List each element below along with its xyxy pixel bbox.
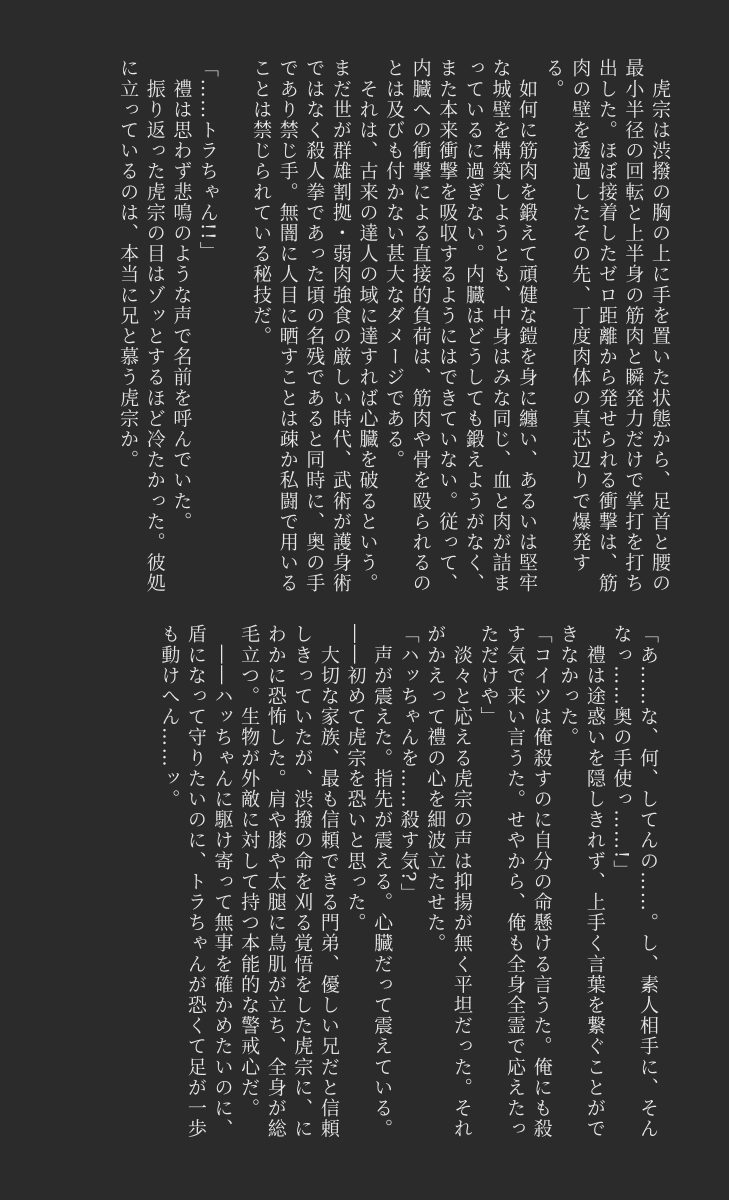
paragraph: 大切な家族、最も信頼できる門弟、優しい兄だと信頼しきっていたが、渋撥の命を刈る覚悟をした虎宗に、にわかに恐怖した。肩や膝や太腿に鳥肌が立ち、全身が総毛立つ。生物が外敵に対して持つ本能的な警戒心だ。 bbox=[238, 624, 340, 1139]
dialogue-line: 「あ……な、何、してんの……。し、素人相手に、そんなっ……奥の手使っ……!」 bbox=[610, 624, 659, 1139]
dialogue-line: 「……トラちゃん!!」 bbox=[196, 58, 219, 262]
paragraph: 声が震えた。指先が震える。心臓だって震えている。――初めて虎宗を恐いと思った。 bbox=[344, 624, 394, 1139]
lower-text-section bbox=[156, 624, 661, 1154]
dialogue-line: 「ハッちゃんを……殺す気?」 bbox=[397, 624, 420, 904]
paragraph: 虎宗は渋撥の胸の上に手を置いた状態から、足首と腰の最小半径の回転と上半身の筋肉と瞬発力だけで掌打を打ち出した。ほぼ接着したゼロ距離から発せられる衝撃は、筋肉の壁を透過したその先、丁度肉体の真芯辺りで爆発する。 bbox=[542, 58, 671, 594]
upper-text-section bbox=[115, 58, 673, 608]
paragraph: 淡々と応える虎宗の声は抑揚が無く平坦だった。それがかえって禮の心を細波立たせた。 bbox=[424, 624, 473, 1139]
dialogue-line: 「コイツは俺殺すのに自分の命懸ける言うた。俺にも殺す気で来い言うた。せやから、俺も全身全霊で応えたっただけや」 bbox=[477, 624, 553, 1139]
paragraph: それは、古来の達人の域に達すれば心臓を破るという。まだ世が群雄割拠・弱肉強食の厳しい時代、武術が護身術ではなく殺人拳であった頃の名残であると同時に、奥の手であり禁じ手。無闇に人目に晒すことは疎か私闘で用いることは禁じられている秘技だ。 bbox=[250, 58, 379, 594]
paragraph: 振り返った虎宗の目はゾッとするほど冷たかった。彼処に立っているのは、本当に兄と慕う虎宗か。 bbox=[117, 58, 166, 594]
paragraph: ――ハッちゃんに駆け寄って無事を確かめたいのに、盾になって守りたいのに、トラちゃんが恐くて足が一歩も動けへん……ッ。 bbox=[158, 624, 234, 1139]
paragraph: 如何に筋肉を鍛えて頑健な鎧を身に纏い、あるいは堅牢な城壁を構築しようとも、中身はみな同じ、血と肉が詰まっているに過ぎない。内臓はどうしても鍛えようがなく、また本来衝撃を吸収するようにはできていない。従って、内臓への衝撃による直接的負荷は、筋肉や骨を殴られるのとは及びも付かない甚大なダメージである。 bbox=[383, 58, 539, 594]
paragraph: 禮は途惑いを隠しきれず、上手く言葉を繋ぐことができなかった。 bbox=[557, 624, 606, 1139]
paragraph: 禮は思わず悲鳴のような声で名前を呼んでいた。 bbox=[170, 58, 193, 532]
